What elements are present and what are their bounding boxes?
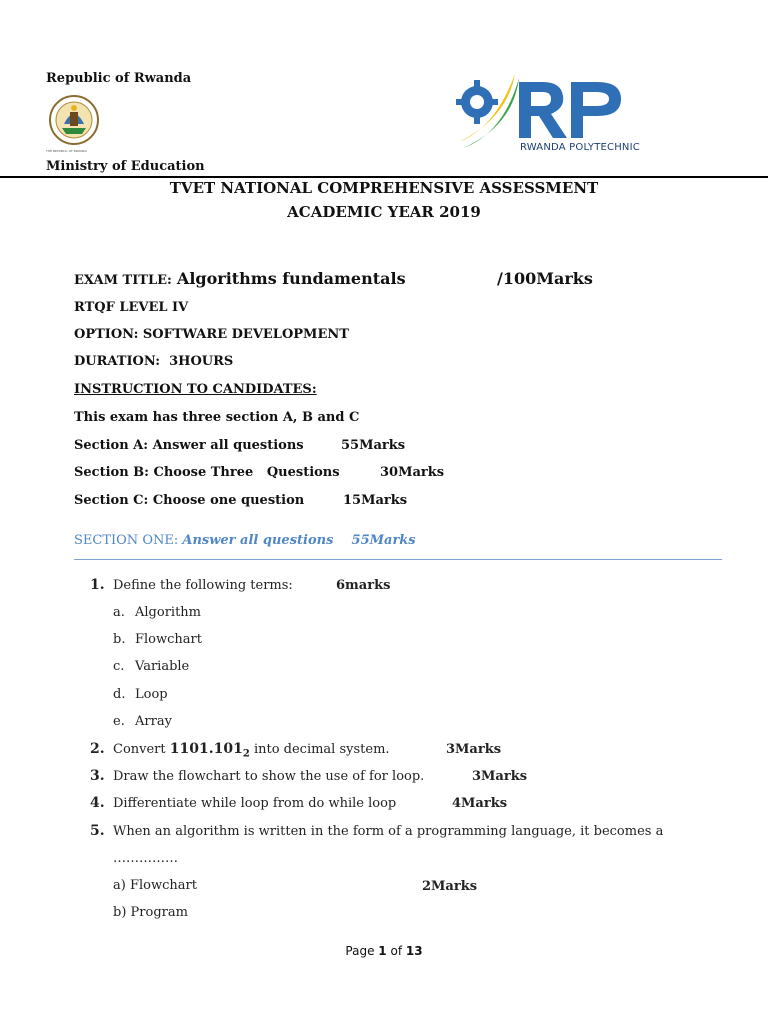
list-item-label: c.: [113, 659, 125, 674]
answer-blank: ……………: [113, 851, 178, 866]
list-item: Array: [135, 714, 172, 729]
binary-base: 2: [242, 748, 250, 760]
question-number: 3.: [90, 768, 105, 784]
section-one-marks: 55Marks: [351, 533, 416, 548]
question-text: [113, 741, 390, 760]
instruction-marks: 55Marks: [341, 438, 406, 453]
list-item-label: a.: [113, 605, 125, 620]
binary-value: 1101.101: [169, 741, 243, 757]
list-item: Loop: [135, 687, 168, 702]
question-text: Draw the flowchart to show the use of for loop.: [113, 769, 425, 784]
instruction-line: Section B: Choose Three Questions: [74, 465, 340, 480]
list-item: Variable: [135, 659, 190, 674]
page-footer: [0, 944, 768, 958]
question-marks: 3Marks: [446, 742, 502, 757]
list-item-label: e.: [113, 714, 125, 729]
question-prefix: Convert: [113, 742, 166, 757]
question-marks: 6marks: [336, 578, 391, 593]
question-number: 2.: [90, 741, 105, 757]
of-word: of: [390, 944, 403, 958]
answer-option: a) Flowchart: [113, 878, 197, 893]
section-one-label: SECTION ONE:: [74, 533, 179, 548]
logo-subtitle: RWANDA POLYTECHNIC: [520, 142, 640, 153]
question-marks: 4Marks: [452, 796, 508, 811]
instruction-line: Section C: Choose one question: [74, 493, 305, 508]
seal-caption: THE REPUBLIC OF RWANDA: [46, 149, 87, 153]
page-current: 1: [378, 944, 387, 958]
question-marks: 2Marks: [422, 879, 478, 894]
rtqf-level: RTQF LEVEL IV: [74, 300, 189, 315]
instruction-line: This exam has three section A, B and C: [74, 410, 360, 425]
question-suffix: into decimal system.: [253, 742, 390, 757]
exam-duration: DURATION: 3HOURS: [74, 354, 234, 369]
section-divider: [74, 559, 722, 560]
question-number: 4.: [90, 795, 105, 811]
rwanda-seal-logo: [48, 90, 100, 150]
answer-option: b) Program: [113, 905, 188, 920]
question-text: Differentiate while loop from do while loop: [113, 796, 397, 811]
list-item-label: d.: [113, 687, 126, 702]
section-one-heading: [74, 533, 416, 548]
page-word: Page: [345, 944, 375, 958]
country-name: Republic of Rwanda: [46, 71, 192, 86]
assessment-title: TVET NATIONAL COMPREHENSIVE ASSESSMENT: [169, 179, 599, 197]
question-text: When an algorithm is written in the form of a programming language, it becomes a: [113, 824, 664, 839]
question-number: 1.: [90, 577, 105, 593]
academic-year: ACADEMIC YEAR 2019: [287, 203, 481, 221]
header-divider: [0, 176, 768, 178]
list-item: Algorithm: [135, 605, 201, 620]
total-marks: /100Marks: [497, 269, 593, 288]
section-one-instruction: Answer all questions: [182, 533, 334, 548]
exam-title-value: Algorithms fundamentals: [176, 269, 406, 288]
exam-option: OPTION: SOFTWARE DEVELOPMENT: [74, 327, 349, 342]
exam-title-label: EXAM TITLE:: [74, 273, 172, 288]
list-item: Flowchart: [135, 632, 202, 647]
exam-title-row: [74, 269, 406, 288]
list-item-label: b.: [113, 632, 126, 647]
instruction-line: Section A: Answer all questions: [74, 438, 304, 453]
page-total: 13: [405, 944, 423, 958]
instruction-marks: 15Marks: [343, 493, 408, 508]
instruction-heading: INSTRUCTION TO CANDIDATES:: [74, 382, 317, 397]
question-text: Define the following terms:: [113, 578, 293, 593]
instruction-marks: 30Marks: [380, 465, 445, 480]
question-marks: 3Marks: [472, 769, 528, 784]
ministry-name: Ministry of Education: [46, 159, 205, 174]
question-number: 5.: [90, 823, 105, 839]
